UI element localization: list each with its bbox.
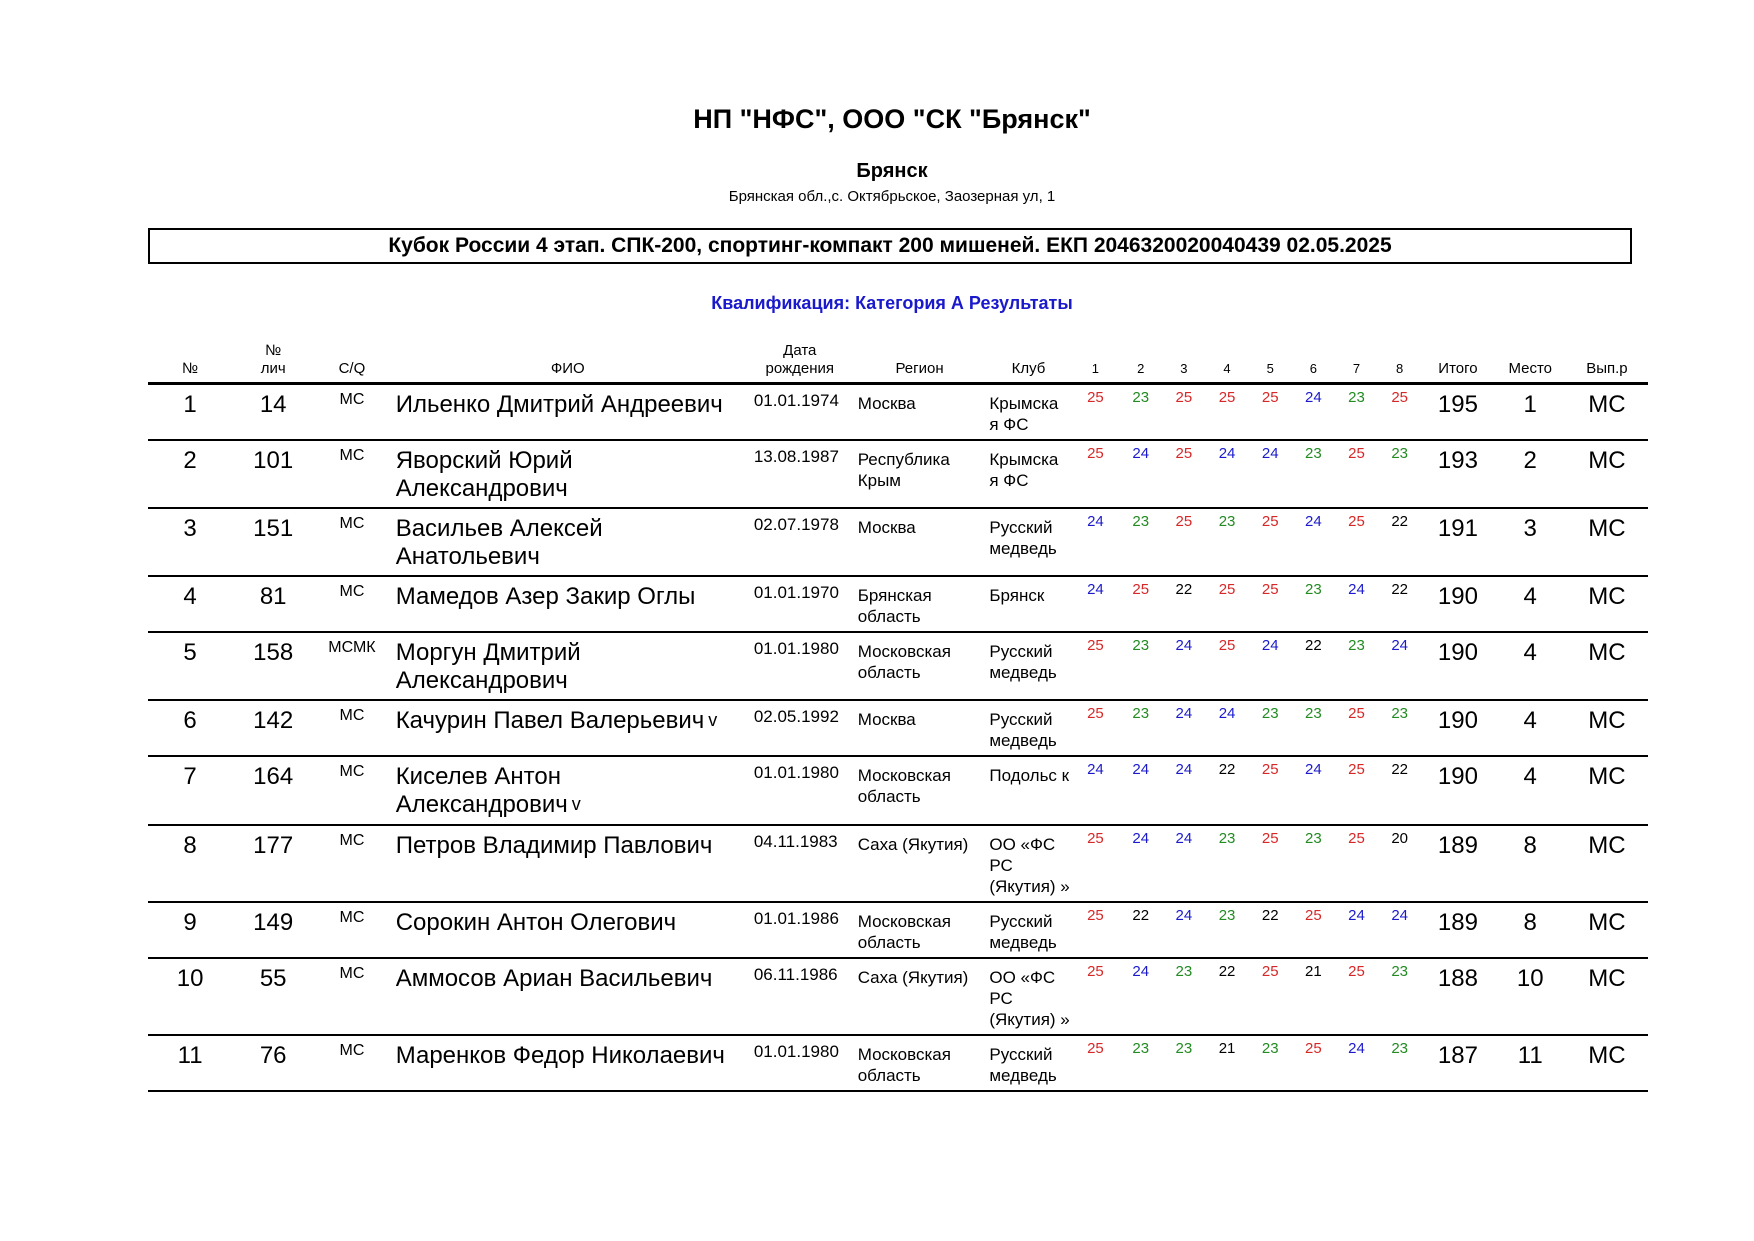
total-score: 190	[1421, 632, 1494, 700]
table-row	[148, 958, 1648, 1035]
table-row	[148, 1035, 1648, 1091]
round-score-5: 24	[1249, 632, 1292, 700]
round-score-2: 22	[1119, 902, 1162, 958]
total-score: 189	[1421, 825, 1494, 902]
round-score-4: 22	[1205, 756, 1248, 825]
round-score-4: 23	[1205, 825, 1248, 902]
round-score-5: 25	[1249, 508, 1292, 576]
rank-achieved: МС	[1566, 576, 1648, 632]
round-score-2: 23	[1119, 632, 1162, 700]
personal-number: 158	[232, 632, 314, 700]
round-score-2: 23	[1119, 384, 1162, 441]
round-score-6: 23	[1292, 825, 1335, 902]
round-score-2: 23	[1119, 1035, 1162, 1091]
round-score-7: 25	[1335, 756, 1378, 825]
round-score-6: 24	[1292, 756, 1335, 825]
round-score-1: 24	[1072, 576, 1119, 632]
round-score-2: 25	[1119, 576, 1162, 632]
date-of-birth: 01.01.1980	[746, 756, 854, 825]
round-score-8: 22	[1378, 756, 1421, 825]
round-score-3: 24	[1162, 902, 1205, 958]
total-score: 190	[1421, 756, 1494, 825]
results-table	[148, 342, 1648, 1092]
row-number: 5	[148, 632, 232, 700]
qualification: МС	[314, 825, 390, 902]
round-score-3: 23	[1162, 958, 1205, 1035]
region: Москва	[854, 700, 986, 756]
col-header-no: №	[148, 342, 232, 384]
round-score-5: 22	[1249, 902, 1292, 958]
region: Саха (Якутия)	[854, 825, 986, 902]
place: 11	[1495, 1035, 1566, 1091]
round-score-1: 25	[1072, 825, 1119, 902]
place: 4	[1495, 700, 1566, 756]
col-header-cq: C/Q	[314, 342, 390, 384]
round-score-1: 25	[1072, 902, 1119, 958]
total-score: 193	[1421, 440, 1494, 508]
round-score-8: 23	[1378, 440, 1421, 508]
round-score-3: 24	[1162, 756, 1205, 825]
col-header-rank: Вып.р	[1566, 342, 1648, 384]
total-score: 189	[1421, 902, 1494, 958]
round-score-6: 23	[1292, 700, 1335, 756]
club: Крымска я ФС	[985, 440, 1071, 508]
region: Саха (Якутия)	[854, 958, 986, 1035]
round-score-6: 23	[1292, 576, 1335, 632]
region: Московская область	[854, 902, 986, 958]
round-score-8: 20	[1378, 825, 1421, 902]
round-score-3: 24	[1162, 825, 1205, 902]
col-header-round-1: 1	[1072, 342, 1119, 384]
athlete-name-text: Моргун Дмитрий Александрович	[395, 639, 581, 694]
col-header-region: Регион	[854, 342, 986, 384]
date-of-birth: 13.08.1987	[746, 440, 854, 508]
row-number: 4	[148, 576, 232, 632]
place: 4	[1495, 756, 1566, 825]
place: 4	[1495, 576, 1566, 632]
qualification: МС	[314, 576, 390, 632]
city-title: Брянск	[856, 160, 928, 182]
col-header-dob: Дата рождения	[746, 342, 854, 384]
round-score-1: 25	[1072, 1035, 1119, 1091]
place: 8	[1495, 902, 1566, 958]
round-score-8: 23	[1378, 958, 1421, 1035]
region: Москва	[854, 384, 986, 441]
row-number: 1	[148, 384, 232, 441]
rank-achieved: МС	[1566, 1035, 1648, 1091]
round-score-2: 24	[1119, 756, 1162, 825]
col-header-round-3: 3	[1162, 342, 1205, 384]
athlete-name	[390, 508, 746, 576]
club: Русский медведь	[985, 632, 1071, 700]
personal-number: 164	[232, 756, 314, 825]
round-score-6: 25	[1292, 902, 1335, 958]
round-score-4: 25	[1205, 576, 1248, 632]
personal-number: 81	[232, 576, 314, 632]
athlete-name	[390, 632, 746, 700]
qualification: МС	[314, 508, 390, 576]
total-score: 190	[1421, 576, 1494, 632]
personal-number: 101	[232, 440, 314, 508]
rank-achieved: МС	[1566, 756, 1648, 825]
qualification: МС	[314, 700, 390, 756]
round-score-8: 23	[1378, 1035, 1421, 1091]
athlete-name	[390, 576, 746, 632]
club: Крымска я ФС	[985, 384, 1071, 441]
round-score-3: 25	[1162, 384, 1205, 441]
athlete-name	[390, 700, 746, 756]
region: Москва	[854, 508, 986, 576]
athlete-name-text: Сорокин Антон Олегович	[395, 909, 677, 936]
col-header-round-7: 7	[1335, 342, 1378, 384]
total-score: 187	[1421, 1035, 1494, 1091]
club: Русский медведь	[985, 508, 1071, 576]
date-of-birth: 06.11.1986	[746, 958, 854, 1035]
round-score-2: 24	[1119, 825, 1162, 902]
table-row	[148, 384, 1648, 441]
table-row	[148, 756, 1648, 825]
round-score-5: 25	[1249, 384, 1292, 441]
round-score-3: 22	[1162, 576, 1205, 632]
round-score-4: 24	[1205, 440, 1248, 508]
table-row	[148, 440, 1648, 508]
round-score-4: 24	[1205, 700, 1248, 756]
personal-number: 151	[232, 508, 314, 576]
row-number: 3	[148, 508, 232, 576]
round-score-1: 24	[1072, 508, 1119, 576]
round-score-7: 25	[1335, 508, 1378, 576]
round-score-6: 24	[1292, 508, 1335, 576]
athlete-name	[390, 384, 746, 441]
total-score: 191	[1421, 508, 1494, 576]
round-score-7: 25	[1335, 825, 1378, 902]
qualification: МС	[314, 958, 390, 1035]
club: Брянск	[985, 576, 1071, 632]
athlete-name-text: Ильенко Дмитрий Андреевич	[395, 391, 723, 418]
round-score-8: 23	[1378, 700, 1421, 756]
round-score-4: 23	[1205, 508, 1248, 576]
qualification: МСМК	[314, 632, 390, 700]
round-score-2: 23	[1119, 700, 1162, 756]
col-header-fio: ФИО	[390, 342, 746, 384]
col-header-club: Клуб	[985, 342, 1071, 384]
round-score-8: 24	[1378, 632, 1421, 700]
organizer-title: НП "НФС", ООО "СК "Брянск"	[693, 104, 1091, 134]
round-score-1: 25	[1072, 632, 1119, 700]
qualification: МС	[314, 902, 390, 958]
athlete-name-text: Мамедов Азер Закир Оглы	[395, 583, 696, 610]
rank-achieved: МС	[1566, 958, 1648, 1035]
col-header-total: Итого	[1421, 342, 1494, 384]
round-score-1: 24	[1072, 756, 1119, 825]
round-score-5: 25	[1249, 958, 1292, 1035]
venue-address: Брянская обл.,с. Октябрьское, Заозерная ул, 1	[728, 188, 1056, 205]
round-score-8: 24	[1378, 902, 1421, 958]
rank-achieved: МС	[1566, 825, 1648, 902]
club: Русский медведь	[985, 902, 1071, 958]
club: Русский медведь	[985, 700, 1071, 756]
rank-achieved: МС	[1566, 700, 1648, 756]
veteran-mark: v	[571, 794, 581, 814]
date-of-birth: 01.01.1980	[746, 632, 854, 700]
round-score-7: 23	[1335, 384, 1378, 441]
veteran-mark: v	[708, 710, 718, 730]
round-score-1: 25	[1072, 958, 1119, 1035]
row-number: 2	[148, 440, 232, 508]
table-row	[148, 902, 1648, 958]
date-of-birth: 04.11.1983	[746, 825, 854, 902]
total-score: 188	[1421, 958, 1494, 1035]
round-score-3: 24	[1162, 632, 1205, 700]
athlete-name-text: Яворский Юрий Александрович	[395, 447, 573, 502]
round-score-2: 23	[1119, 508, 1162, 576]
col-header-round-4: 4	[1205, 342, 1248, 384]
date-of-birth: 02.05.1992	[746, 700, 854, 756]
round-score-5: 25	[1249, 576, 1292, 632]
results-body	[148, 384, 1648, 1092]
region: Республика Крым	[854, 440, 986, 508]
round-score-4: 21	[1205, 1035, 1248, 1091]
qualification: МС	[314, 384, 390, 441]
place: 4	[1495, 632, 1566, 700]
personal-number: 149	[232, 902, 314, 958]
athlete-name-text: Васильев Алексей Анатольевич	[395, 515, 603, 570]
col-header-round-8: 8	[1378, 342, 1421, 384]
col-header-place: Место	[1495, 342, 1566, 384]
round-score-5: 23	[1249, 700, 1292, 756]
rank-achieved: МС	[1566, 384, 1648, 441]
round-score-1: 25	[1072, 440, 1119, 508]
qualification: МС	[314, 756, 390, 825]
region: Брянская область	[854, 576, 986, 632]
round-score-7: 25	[1335, 700, 1378, 756]
qualification: МС	[314, 440, 390, 508]
personal-number: 142	[232, 700, 314, 756]
athlete-name-text: Маренков Федор Николаевич	[395, 1042, 725, 1069]
col-header-round-6: 6	[1292, 342, 1335, 384]
round-score-6: 23	[1292, 440, 1335, 508]
rank-achieved: МС	[1566, 440, 1648, 508]
athlete-name	[390, 756, 746, 825]
round-score-7: 24	[1335, 576, 1378, 632]
table-header-row	[148, 342, 1648, 384]
personal-number: 177	[232, 825, 314, 902]
round-score-8: 25	[1378, 384, 1421, 441]
round-score-6: 22	[1292, 632, 1335, 700]
row-number: 11	[148, 1035, 232, 1091]
round-score-7: 24	[1335, 902, 1378, 958]
row-number: 9	[148, 902, 232, 958]
col-header-personal-no: № лич	[232, 342, 314, 384]
date-of-birth: 01.01.1974	[746, 384, 854, 441]
round-score-7: 25	[1335, 958, 1378, 1035]
athlete-name	[390, 440, 746, 508]
round-score-7: 25	[1335, 440, 1378, 508]
event-title-box	[148, 228, 1632, 264]
date-of-birth: 01.01.1970	[746, 576, 854, 632]
round-score-2: 24	[1119, 440, 1162, 508]
club: Русский медведь	[985, 1035, 1071, 1091]
region: Московская область	[854, 756, 986, 825]
row-number: 7	[148, 756, 232, 825]
round-score-4: 23	[1205, 902, 1248, 958]
total-score: 195	[1421, 384, 1494, 441]
rank-achieved: МС	[1566, 902, 1648, 958]
round-score-6: 21	[1292, 958, 1335, 1035]
round-score-5: 24	[1249, 440, 1292, 508]
round-score-3: 24	[1162, 700, 1205, 756]
row-number: 8	[148, 825, 232, 902]
round-score-4: 25	[1205, 632, 1248, 700]
place: 3	[1495, 508, 1566, 576]
place: 10	[1495, 958, 1566, 1035]
athlete-name	[390, 902, 746, 958]
date-of-birth: 02.07.1978	[746, 508, 854, 576]
athlete-name-text: Киселев Антон Александрович	[395, 763, 568, 818]
club: ОО «ФС РС (Якутия) »	[985, 825, 1071, 902]
round-score-7: 24	[1335, 1035, 1378, 1091]
row-number: 6	[148, 700, 232, 756]
table-row	[148, 825, 1648, 902]
round-score-7: 23	[1335, 632, 1378, 700]
club: Подольс к	[985, 756, 1071, 825]
round-score-3: 25	[1162, 440, 1205, 508]
round-score-8: 22	[1378, 576, 1421, 632]
qualification: МС	[314, 1035, 390, 1091]
table-row	[148, 576, 1648, 632]
round-score-5: 25	[1249, 756, 1292, 825]
personal-number: 55	[232, 958, 314, 1035]
place: 2	[1495, 440, 1566, 508]
round-score-5: 25	[1249, 825, 1292, 902]
total-score: 190	[1421, 700, 1494, 756]
athlete-name-text: Петров Владимир Павлович	[395, 832, 713, 859]
date-of-birth: 01.01.1980	[746, 1035, 854, 1091]
rank-achieved: МС	[1566, 632, 1648, 700]
personal-number: 76	[232, 1035, 314, 1091]
date-of-birth: 01.01.1986	[746, 902, 854, 958]
event-title: Кубок России 4 этап. СПК-200, спортинг-компакт 200 мишеней. ЕКП 2046320020040439 02.05.2025	[388, 234, 1392, 257]
rank-achieved: МС	[1566, 508, 1648, 576]
round-score-6: 25	[1292, 1035, 1335, 1091]
section-title: Квалификация: Категория А Результаты	[711, 293, 1073, 313]
club: ОО «ФС РС (Якутия) »	[985, 958, 1071, 1035]
personal-number: 14	[232, 384, 314, 441]
round-score-8: 22	[1378, 508, 1421, 576]
round-score-1: 25	[1072, 700, 1119, 756]
table-row	[148, 700, 1648, 756]
round-score-3: 25	[1162, 508, 1205, 576]
round-score-6: 24	[1292, 384, 1335, 441]
athlete-name	[390, 958, 746, 1035]
round-score-5: 23	[1249, 1035, 1292, 1091]
table-row	[148, 632, 1648, 700]
athlete-name	[390, 1035, 746, 1091]
athlete-name-text: Аммосов Ариан Васильевич	[395, 965, 713, 992]
athlete-name	[390, 825, 746, 902]
col-header-round-5: 5	[1249, 342, 1292, 384]
row-number: 10	[148, 958, 232, 1035]
round-score-4: 22	[1205, 958, 1248, 1035]
round-score-4: 25	[1205, 384, 1248, 441]
col-header-round-2: 2	[1119, 342, 1162, 384]
place: 8	[1495, 825, 1566, 902]
round-score-3: 23	[1162, 1035, 1205, 1091]
round-score-1: 25	[1072, 384, 1119, 441]
region: Московская область	[854, 632, 986, 700]
round-score-2: 24	[1119, 958, 1162, 1035]
region: Московская область	[854, 1035, 986, 1091]
athlete-name-text: Качурин Павел Валерьевич	[395, 707, 705, 734]
table-row	[148, 508, 1648, 576]
place: 1	[1495, 384, 1566, 441]
